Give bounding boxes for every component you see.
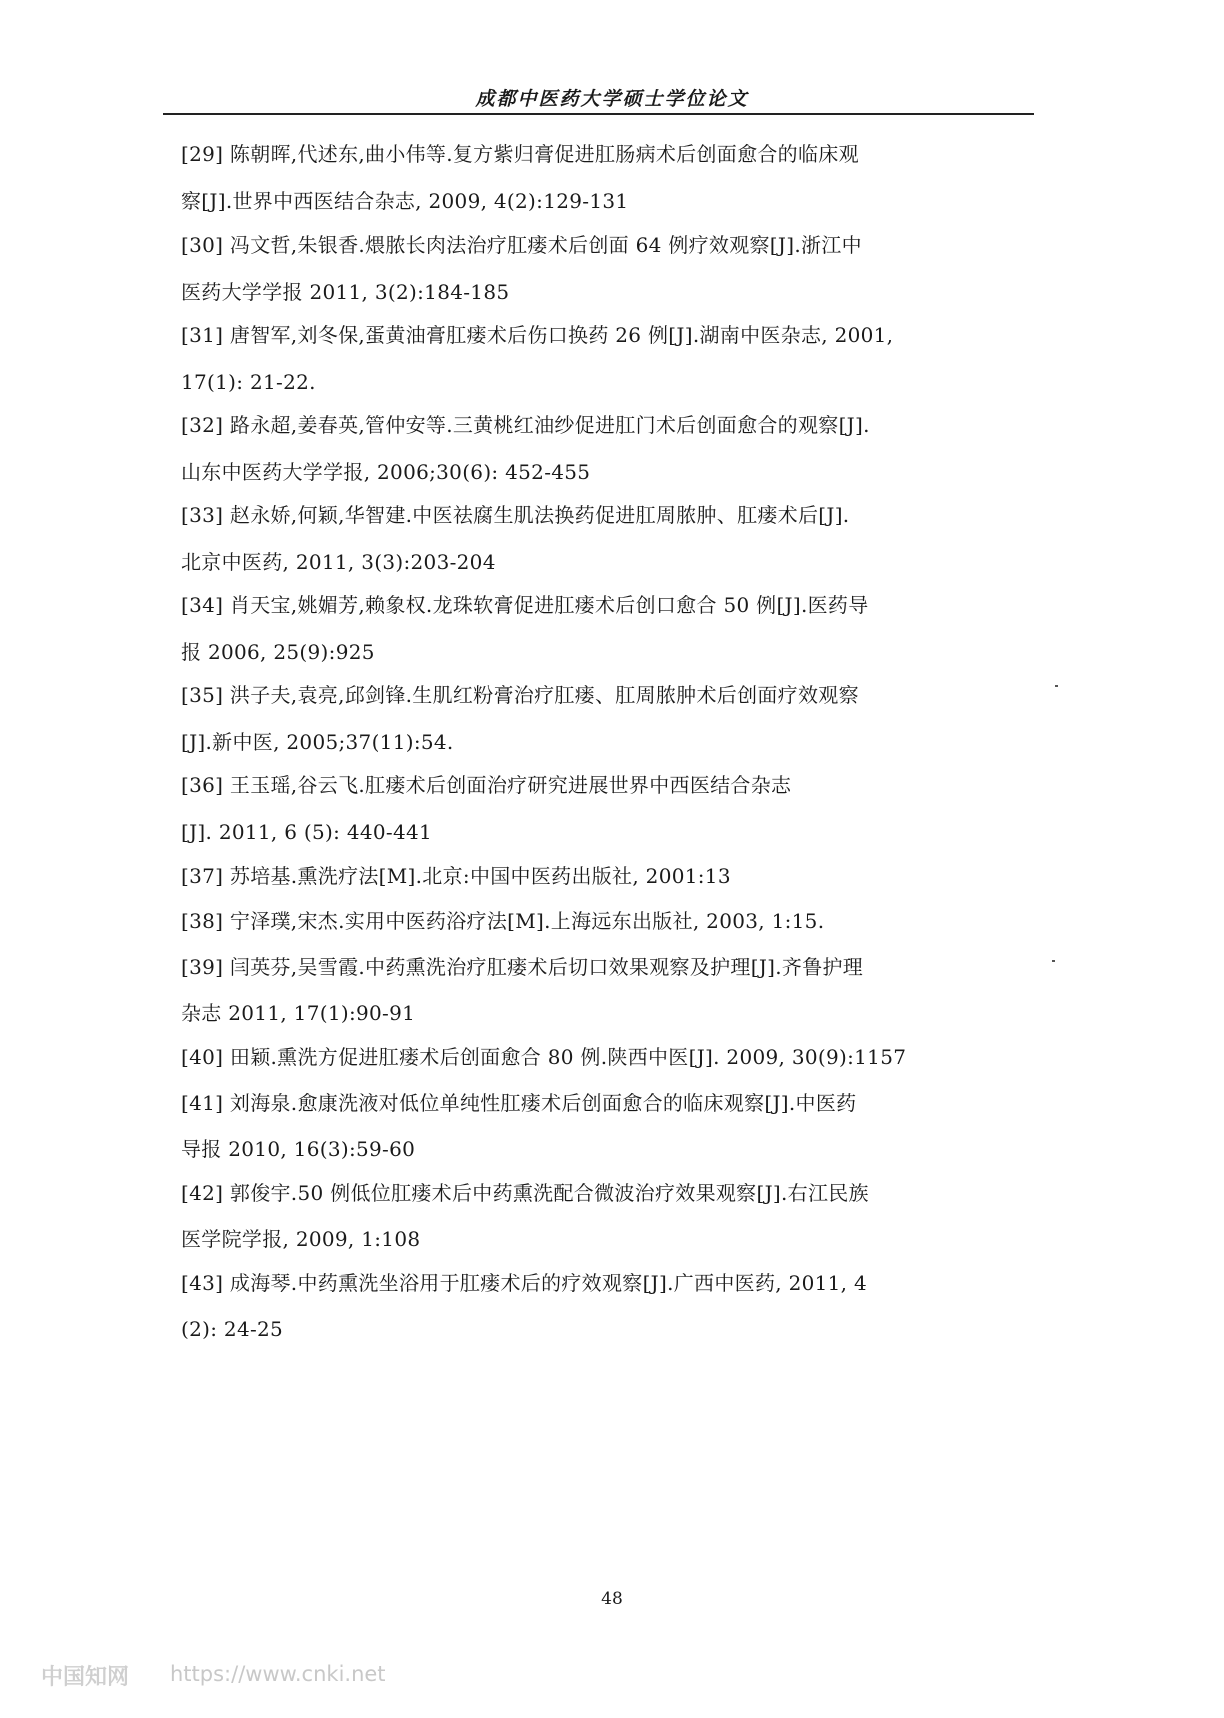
reference-35-line-2: [J].新中医, 2005;37(11):54. [181,730,454,754]
reference-33-line-1: [33] 赵永娇,何颖,华智建.中医祛腐生肌法换药促进肛周脓肿、肛瘘术后[J]. [181,503,850,527]
reference-42-line-2: 医学院学报, 2009, 1:108 [181,1227,421,1251]
scan-speck [1052,960,1055,962]
reference-35-line-1: [35] 洪子夫,袁亮,邱剑锋.生肌红粉膏治疗肛瘘、肛周脓肿术后创面疗效观察 [181,683,859,707]
reference-36-line-1: [36] 王玉瑶,谷云飞.肛瘘术后创面治疗研究进展世界中西医结合杂志 [181,773,792,797]
page-number: 48 [601,1589,623,1609]
reference-31-line-2: 17(1): 21-22. [181,370,316,394]
reference-30-line-2: 医药大学学报 2011, 3(2):184-185 [181,280,510,304]
header-rule [163,113,1034,115]
running-header-title: 成都中医药大学硕士学位论文 [475,88,749,110]
reference-42-line-1: [42] 郭俊宇.50 例低位肛瘘术后中药熏洗配合微波治疗效果观察[J].右江民族 [181,1181,869,1205]
reference-40-line-1: [40] 田颖.熏洗方促进肛瘘术后创面愈合 80 例.陕西中医[J]. 2009, 30(9):1157 [181,1045,907,1069]
reference-31-line-1: [31] 唐智军,刘冬保,蛋黄油膏肛瘘术后伤口换药 26 例[J].湖南中医杂志, 2001, [181,323,894,347]
reference-41-line-2: 导报 2010, 16(3):59-60 [181,1137,416,1161]
cnki-watermark-brand: 中国知网 [41,1665,130,1690]
cnki-watermark-url: https://www.cnki.net [170,1662,386,1686]
reference-43-line-1: [43] 成海琴.中药熏洗坐浴用于肛瘘术后的疗效观察[J].广西中医药, 2011, 4 [181,1271,868,1295]
reference-29-line-1: [29] 陈朝晖,代述东,曲小伟等.复方紫归膏促进肛肠病术后创面愈合的临床观 [181,142,859,166]
reference-32-line-1: [32] 路永超,姜春英,管仲安等.三黄桃红油纱促进肛门术后创面愈合的观察[J]. [181,413,870,437]
reference-39-line-1: [39] 闫英芬,吴雪霞.中药熏洗治疗肛瘘术后切口效果观察及护理[J].齐鲁护理 [181,955,864,979]
reference-36-line-2: [J]. 2011, 6 (5): 440-441 [181,820,433,844]
reference-34-line-2: 报 2006, 25(9):925 [181,640,375,664]
reference-39-line-2: 杂志 2011, 17(1):90-91 [181,1001,416,1025]
reference-38-line-1: [38] 宁泽璞,宋杰.实用中医药浴疗法[M].上海远东出版社, 2003, 1:15. [181,909,825,933]
reference-30-line-1: [30] 冯文哲,朱银香.煨脓长肉法治疗肛瘘术后创面 64 例疗效观察[J].浙江中 [181,233,862,257]
reference-34-line-1: [34] 肖天宝,姚媚芳,赖象权.龙珠软膏促进肛瘘术后创口愈合 50 例[J].医药导 [181,593,869,617]
reference-37-line-1: [37] 苏培基.熏洗疗法[M].北京:中国中医药出版社, 2001:13 [181,864,731,888]
reference-29-line-2: 察[J].世界中西医结合杂志, 2009, 4(2):129-131 [181,189,629,213]
reference-33-line-2: 北京中医药, 2011, 3(3):203-204 [181,550,496,574]
scan-speck [1055,685,1058,687]
reference-41-line-1: [41] 刘海泉.愈康洗液对低位单纯性肛瘘术后创面愈合的临床观察[J].中医药 [181,1091,857,1115]
reference-32-line-2: 山东中医药大学学报, 2006;30(6): 452-455 [181,460,591,484]
reference-43-line-2: (2): 24-25 [181,1317,284,1341]
